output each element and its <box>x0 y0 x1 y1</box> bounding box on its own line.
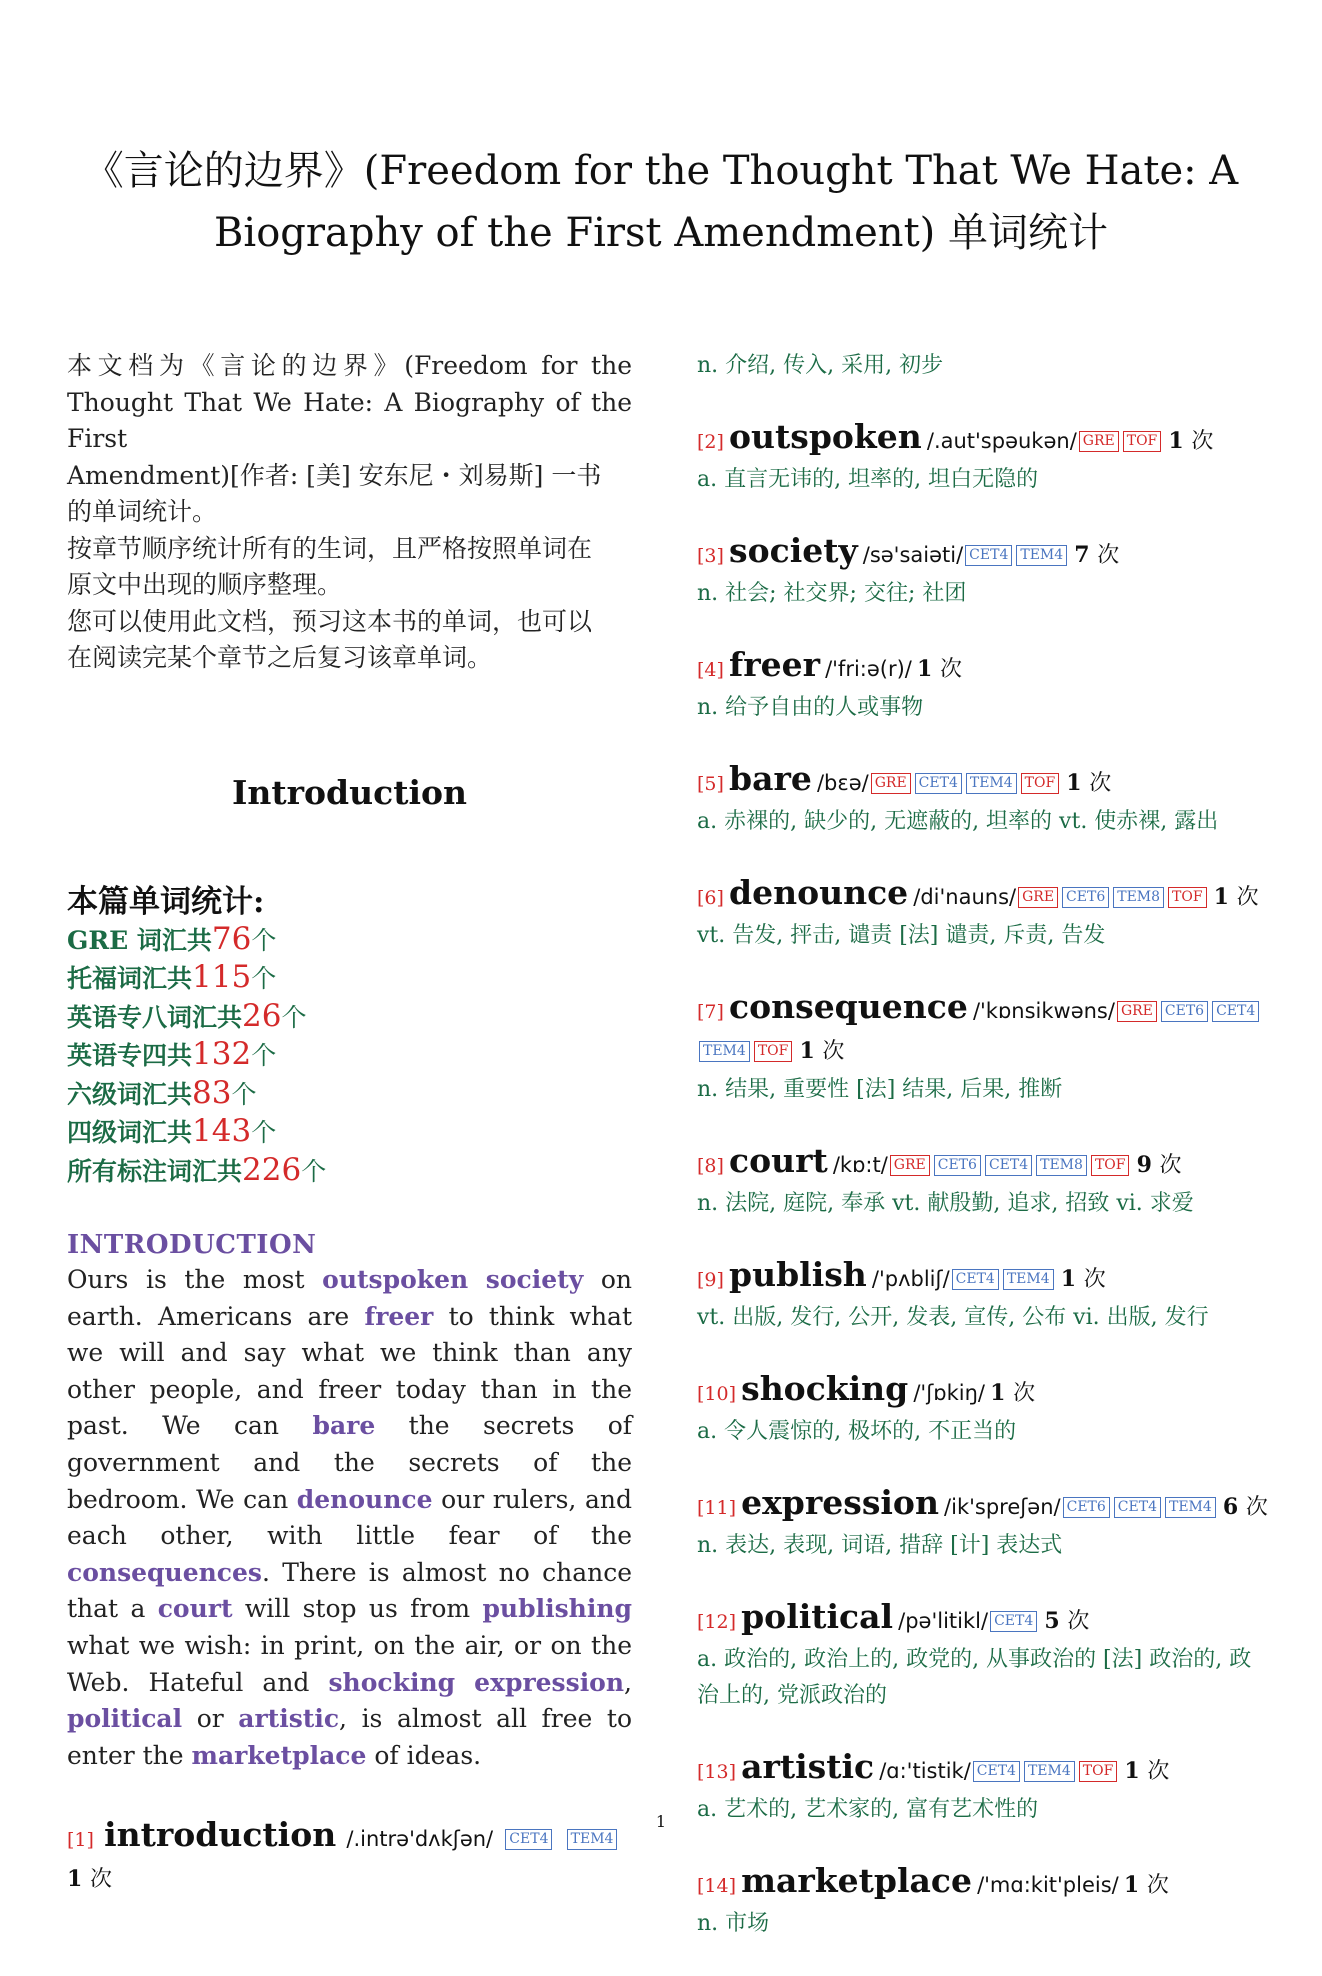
keyword: shocking <box>328 1667 456 1697</box>
entry-head <box>697 1484 1272 1528</box>
level-tag: TOF <box>1168 887 1207 908</box>
entry-head <box>697 1142 1272 1186</box>
chapter-passage <box>67 1262 632 1774</box>
stat-line-gre <box>67 921 632 960</box>
entry-definition: n. 给予自由的人或事物 <box>697 695 924 720</box>
entry-index: [1] <box>67 1829 94 1852</box>
vocab-entry <box>697 874 1272 954</box>
stat-label: 英语专四共 <box>67 1041 193 1070</box>
entry-count-number: 1 <box>67 1866 83 1893</box>
entry-index: [10] <box>697 1383 737 1405</box>
stat-count: 132 <box>192 1036 252 1072</box>
vocab-entry <box>697 1256 1272 1336</box>
entry-word: court <box>729 1141 828 1180</box>
level-tag: TEM8 <box>1113 887 1164 908</box>
level-tag: TEM4 <box>1165 1497 1216 1518</box>
level-tag: TOF <box>1021 773 1060 794</box>
level-tag: CET4 <box>990 1611 1037 1632</box>
entry-word: bare <box>729 759 812 798</box>
entry-word: introduction <box>104 1815 337 1855</box>
stat-line-cet6 <box>67 1075 632 1114</box>
stat-count: 83 <box>192 1074 232 1111</box>
vocab-entry <box>697 760 1272 840</box>
entry-index: [9] <box>697 1269 724 1291</box>
entry-count <box>1137 1152 1182 1178</box>
stat-label: 四级词汇共 <box>67 1118 193 1147</box>
entry-count <box>1124 1872 1169 1898</box>
keyword: marketplace <box>191 1740 367 1770</box>
entry-count-suffix: 次 <box>1146 1873 1169 1898</box>
entry-definition: n. 结果, 重要性 [法] 结果, 后果, 推断 <box>697 1077 1063 1102</box>
stat-count: 76 <box>211 920 252 957</box>
entry-count <box>917 656 962 682</box>
entry-definition: a. 赤裸的, 缺少的, 无遮蔽的, 坦率的 vt. 使赤裸, 露出 <box>697 809 1219 834</box>
entry-word: outspoken <box>729 417 922 456</box>
entry-count-suffix: 次 <box>1013 1381 1036 1406</box>
passage-text: our rulers, and each other, with little fear of the <box>67 1484 632 1551</box>
left-column <box>67 348 632 1900</box>
entry-count-suffix: 次 <box>1245 1495 1268 1520</box>
entry-definition: vt. 出版, 发行, 公开, 发表, 宣传, 公布 vi. 出版, 发行 <box>697 1305 1209 1330</box>
entry-phonetic: /sə'saiəti/ <box>862 543 964 567</box>
stat-label: 英语专八词汇共 <box>67 1002 243 1032</box>
intro-line: 原文中出现的顺序整理。 <box>67 570 343 599</box>
stat-line-tem8 <box>67 998 632 1037</box>
entry-count <box>1074 542 1119 568</box>
stat-label: 托福词汇共 <box>67 964 193 993</box>
stat-line-all <box>67 1152 632 1191</box>
level-tag: CET6 <box>1062 887 1109 908</box>
entry-phonetic: /ik'spreʃən/ <box>944 1495 1061 1519</box>
entry-count-number: 1 <box>1060 1266 1077 1292</box>
entry-phonetic: /pə'litikl/ <box>898 1609 989 1633</box>
entry-count-number: 1 <box>990 1380 1006 1406</box>
level-tag: GRE <box>1117 1001 1157 1022</box>
entry-count-suffix: 次 <box>1191 429 1214 454</box>
entry-index: [7] <box>697 1001 724 1023</box>
level-tag: CET4 <box>1114 1497 1161 1518</box>
level-tag: CET4 <box>973 1761 1020 1782</box>
entry-count <box>1214 884 1259 910</box>
entry-word: shocking <box>741 1369 909 1408</box>
intro-paragraph <box>67 348 632 677</box>
vocab-entry <box>697 532 1272 612</box>
passage-text <box>455 1668 474 1697</box>
level-tag: CET4 <box>915 773 962 794</box>
title-line-2: Biography of the First Amendment) 单词统计 <box>214 210 1108 256</box>
level-tag: CET4 <box>1212 1001 1259 1022</box>
vocab-entry <box>697 1484 1272 1564</box>
intro-line: 您可以使用此文档，预习这本书的单词，也可以 <box>67 606 593 636</box>
keyword: expression <box>474 1667 625 1697</box>
stat-line-tem4 <box>67 1036 632 1075</box>
entry-head <box>697 646 1272 690</box>
passage-text: the secrets of government and the secrets of the bedroom. We can <box>67 1411 632 1514</box>
entry-count-number: 1 <box>1123 1872 1140 1898</box>
entry-definition: n. 介绍, 传入, 采用, 初步 <box>697 353 944 378</box>
passage-text: . There is almost no chance that a <box>67 1557 632 1624</box>
entry-head <box>697 1370 1272 1414</box>
level-tag: TEM4 <box>966 773 1017 794</box>
passage-text: of ideas. <box>366 1740 482 1770</box>
passage-text: will stop us from <box>232 1594 483 1624</box>
intro-line: Amendment)[作者: [美] 安东尼・刘易斯] 一书 <box>67 460 602 490</box>
entry-word: marketplace <box>741 1861 972 1900</box>
level-tag: GRE <box>890 1155 930 1176</box>
level-tag: TEM4 <box>1016 545 1067 566</box>
keyword: artistic <box>238 1704 340 1734</box>
entry-head <box>697 418 1272 462</box>
level-tag: GRE <box>1018 887 1058 908</box>
entry-count-number: 1 <box>799 1038 815 1064</box>
level-tag: CET6 <box>934 1155 981 1176</box>
entry-count-suffix: 次 <box>1159 1153 1182 1178</box>
entry-count-suffix: 次 <box>1236 885 1259 910</box>
vocab-entry <box>697 1598 1272 1714</box>
keyword: publishing <box>482 1594 632 1624</box>
level-tag: CET6 <box>1063 1497 1110 1518</box>
stats-list <box>67 921 632 1191</box>
entry-head <box>697 988 1272 1072</box>
keyword: outspoken <box>322 1265 469 1294</box>
keyword: bare <box>312 1411 376 1441</box>
entry-definition: a. 令人震惊的, 极坏的, 不正当的 <box>697 1419 1017 1444</box>
entry-count-number: 7 <box>1074 542 1090 568</box>
entry-phonetic: /di'nauns/ <box>913 885 1017 909</box>
level-tag: TOF <box>754 1041 793 1062</box>
entry-word: society <box>729 531 858 570</box>
entry-count-number: 1 <box>1168 428 1184 454</box>
passage-text: or <box>182 1704 239 1734</box>
entry-count-number: 5 <box>1044 1608 1060 1634</box>
passage-text: on earth. Americans are <box>67 1265 632 1331</box>
document-title <box>80 140 1242 264</box>
entry-definition: n. 表达, 表现, 词语, 措辞 [计] 表达式 <box>697 1533 1063 1558</box>
entry-head <box>697 874 1272 918</box>
stats-title: 本篇单词统计: <box>67 883 265 920</box>
entry-index: [13] <box>697 1761 737 1783</box>
entry-index: [3] <box>697 545 724 567</box>
vocab-entry <box>697 988 1272 1108</box>
stat-label: 六级词汇共 <box>67 1079 193 1109</box>
level-tag: TEM4 <box>567 1829 618 1850</box>
entry-word: political <box>741 1597 894 1636</box>
entry-definition: n. 法院, 庭院, 奉承 vt. 献殷勤, 追求, 招致 vi. 求爱 <box>697 1191 1194 1216</box>
keyword: court <box>157 1594 233 1624</box>
level-tag: TEM4 <box>1024 1761 1075 1782</box>
entry-word: denounce <box>729 873 909 912</box>
entry-phonetic: /ɑ:'tistik/ <box>879 1759 971 1783</box>
chapter-title: INTRODUCTION <box>67 1230 317 1260</box>
entry-count-suffix: 次 <box>1083 1267 1106 1292</box>
entry-phonetic: /'ʃɒkiŋ/ <box>913 1381 985 1405</box>
entry-count-suffix: 次 <box>822 1039 845 1064</box>
entry-count-number: 6 <box>1222 1494 1239 1520</box>
entry-index: [2] <box>697 431 724 453</box>
page-number: 1 <box>655 1812 667 1831</box>
passage-text: to think what we will and say what we think than any other people, and freer today than in the past. We can <box>67 1301 632 1441</box>
stat-unit: 个 <box>231 1079 257 1109</box>
keyword: consequences <box>67 1557 262 1587</box>
entry-count-number: 1 <box>1066 770 1082 796</box>
level-tag: GRE <box>871 773 911 794</box>
entry-head <box>697 532 1272 576</box>
entry-count <box>1223 1494 1268 1520</box>
level-tag: CET4 <box>985 1155 1032 1176</box>
entry-word: artistic <box>741 1747 875 1786</box>
entry-count <box>1124 1758 1169 1784</box>
entry-word: consequence <box>729 987 968 1026</box>
level-tag: CET4 <box>505 1829 552 1850</box>
passage-text: Ours is the most <box>67 1265 323 1294</box>
level-tag: TOF <box>1079 1761 1118 1782</box>
entry-phonetic: /.aut'spəukən/ <box>926 429 1077 453</box>
entry-count-suffix: 次 <box>1089 771 1112 796</box>
intro-line: 在阅读完某个章节之后复习该章单词。 <box>67 643 493 672</box>
right-column <box>697 348 1272 1976</box>
passage-text: , <box>624 1667 632 1697</box>
entry-head <box>697 1748 1272 1792</box>
entry-index: [12] <box>697 1611 737 1633</box>
entry-head <box>697 1862 1272 1906</box>
entry-word: freer <box>729 645 820 684</box>
keyword: freer <box>364 1301 434 1331</box>
entry-count-number: 1 <box>1124 1758 1140 1784</box>
entry-count <box>990 1380 1035 1406</box>
entry-head <box>697 760 1272 804</box>
entry-count-suffix: 次 <box>939 657 962 682</box>
vocab-entry <box>697 1370 1272 1450</box>
entry-definition: n. 社会; 社交界; 交往; 社团 <box>697 581 967 606</box>
level-tag: CET4 <box>965 545 1012 566</box>
intro-line: Thought That We Hate: A Biography of the First <box>67 387 632 453</box>
entry-count <box>799 1038 844 1064</box>
vocab-entry-1-definition <box>697 348 1272 384</box>
entry-count-suffix: 次 <box>1067 1609 1090 1634</box>
entry-index: [4] <box>697 659 724 681</box>
entry-phonetic: /kɒ:t/ <box>832 1153 888 1177</box>
intro-line: 的单词统计。 <box>67 497 218 526</box>
keyword: society <box>485 1265 584 1294</box>
intro-line: 本文档为《言论的边界》(Freedom for the <box>67 351 632 380</box>
entry-index: [11] <box>697 1497 737 1519</box>
entry-word: publish <box>729 1255 867 1294</box>
level-tag: TEM4 <box>1003 1269 1054 1290</box>
entry-count-number: 9 <box>1136 1152 1152 1178</box>
entry-definition: a. 艺术的, 艺术家的, 富有艺术性的 <box>697 1797 1039 1822</box>
entry-phonetic: /.intrə'dʌkʃən/ <box>346 1827 494 1852</box>
entry-count <box>67 1866 112 1892</box>
entry-count-suffix: 次 <box>1097 543 1120 568</box>
entry-count-suffix: 次 <box>89 1867 112 1893</box>
stat-unit: 个 <box>281 1002 307 1032</box>
section-heading: Introduction <box>231 772 467 812</box>
entry-phonetic: /'pʌbliʃ/ <box>871 1267 950 1291</box>
stat-count: 26 <box>242 997 282 1034</box>
entry-phonetic: /bɛə/ <box>816 771 869 795</box>
stat-count: 115 <box>192 959 252 995</box>
stat-unit: 个 <box>251 1041 277 1070</box>
vocab-entry <box>697 1142 1272 1222</box>
level-tag: TOF <box>1123 431 1162 452</box>
entry-definition: n. 市场 <box>697 1911 770 1936</box>
intro-line: 按章节顺序统计所有的生词，且严格按照单词在 <box>67 533 593 563</box>
passage-text <box>468 1265 486 1294</box>
stat-unit: 个 <box>251 964 277 993</box>
entry-definition: vt. 告发, 抨击, 谴责 [法] 谴责, 斥责, 告发 <box>697 923 1106 948</box>
passage-text: what we wish: in print, on the air, or on the Web. Hateful and <box>67 1630 632 1697</box>
entry-definition: a. 直言无讳的, 坦率的, 坦白无隐的 <box>697 467 1039 492</box>
entry-count <box>1061 1266 1106 1292</box>
entry-index: [5] <box>697 773 724 795</box>
stat-unit: 个 <box>301 1156 327 1186</box>
keyword: denounce <box>296 1484 433 1514</box>
entry-count-number: 1 <box>1213 884 1229 910</box>
level-tag: TOF <box>1091 1155 1130 1176</box>
stat-line-toefl <box>67 959 632 998</box>
level-tag: GRE <box>1079 431 1119 452</box>
entry-count <box>1168 428 1213 454</box>
keyword: political <box>67 1704 183 1734</box>
vocab-entry-list <box>697 418 1272 1942</box>
entry-index: [14] <box>697 1875 737 1897</box>
stat-unit: 个 <box>251 925 277 955</box>
stat-count: 226 <box>242 1151 302 1188</box>
vocab-entry <box>697 418 1272 498</box>
entry-phonetic: /'fri:ə(r)/ <box>825 657 912 681</box>
entry-definition: a. 政治的, 政治上的, 政党的, 从事政治的 [法] 政治的, 政治上的, 党派政治的 <box>697 1647 1252 1708</box>
stat-unit: 个 <box>251 1118 277 1147</box>
title-line-1: 《言论的边界》(Freedom for the Thought That We Hate: A <box>83 148 1239 194</box>
level-tag: TEM8 <box>1036 1155 1087 1176</box>
entry-phonetic: /'mɑ:kit'pleis/ <box>977 1873 1119 1897</box>
entry-word: expression <box>741 1483 939 1522</box>
stat-line-cet4 <box>67 1113 632 1152</box>
vocab-entry <box>697 646 1272 726</box>
entry-count <box>1066 770 1111 796</box>
entry-count-number: 1 <box>916 656 933 682</box>
level-tag: TEM4 <box>699 1041 750 1062</box>
passage-text: , is almost all free to enter the <box>67 1704 632 1770</box>
stat-label: GRE 词汇共 <box>67 925 212 955</box>
vocab-entry <box>697 1862 1272 1942</box>
entry-count-suffix: 次 <box>1147 1759 1170 1784</box>
entry-head <box>697 1256 1272 1300</box>
stat-label: 所有标注词汇共 <box>67 1156 243 1186</box>
entry-index: [6] <box>697 887 724 909</box>
level-tag: CET6 <box>1161 1001 1208 1022</box>
level-tag: CET4 <box>952 1269 999 1290</box>
entry-phonetic: /'kɒnsikwəns/ <box>972 999 1115 1023</box>
entry-count <box>1044 1608 1089 1634</box>
entry-head <box>697 1598 1272 1642</box>
entry-index: [8] <box>697 1155 724 1177</box>
stat-count: 143 <box>192 1113 252 1149</box>
